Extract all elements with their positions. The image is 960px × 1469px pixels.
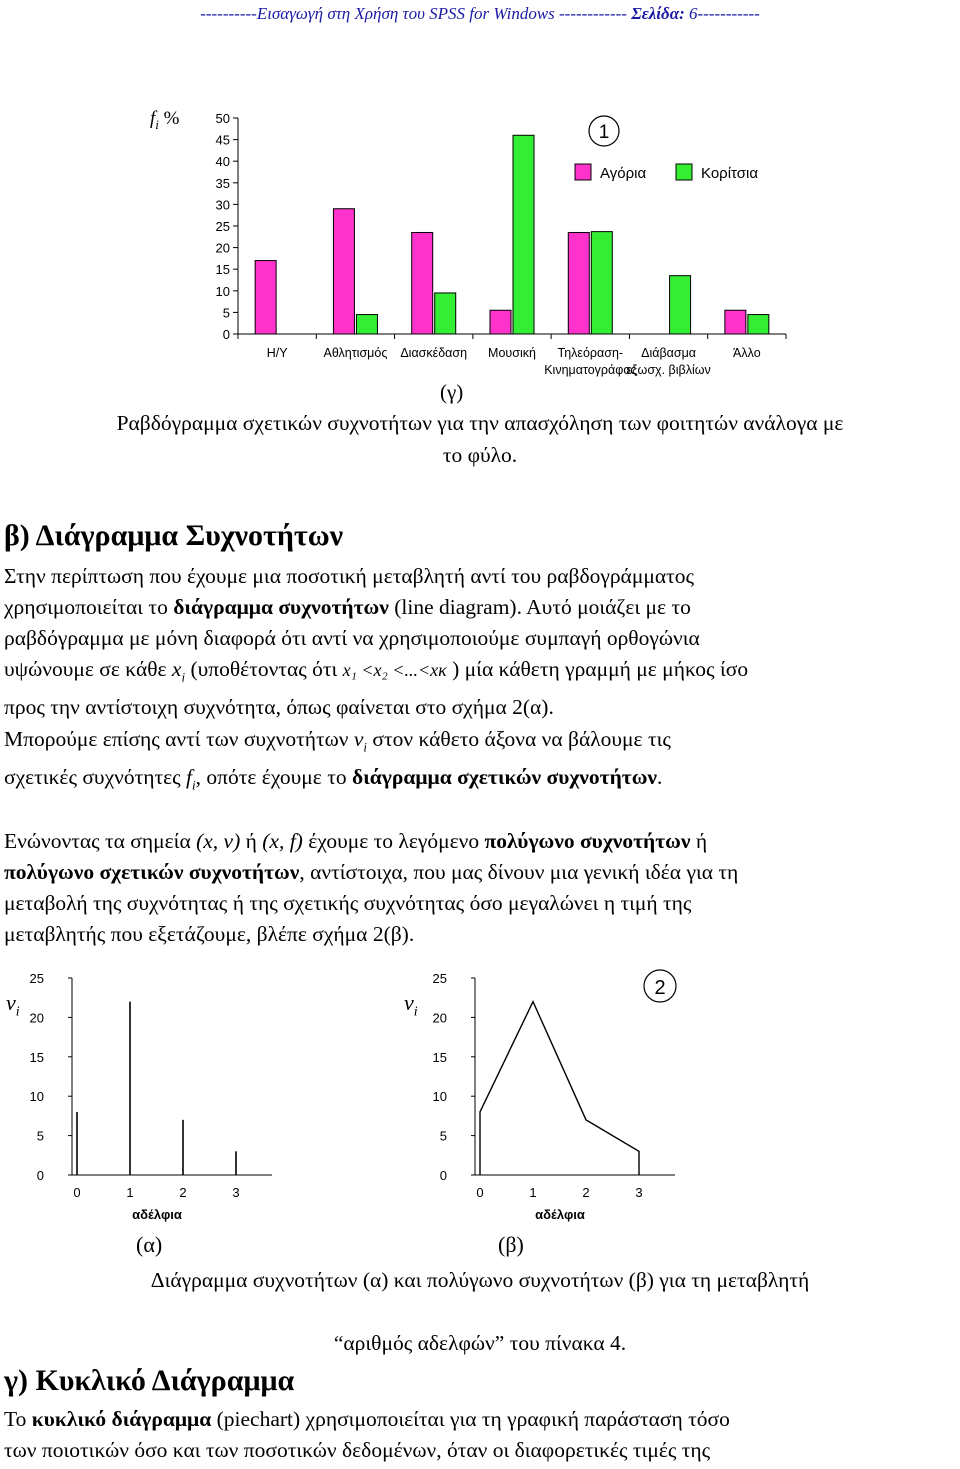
text-line: υψώνουμε σε κάθε $x_i$ (υποθέτοντας ότι x₁ <x₂ <...<xκ ) μία κάθετη γραμμή με μήκος ίσο xyxy=(4,657,749,685)
fig1-bar-Κορίτσια xyxy=(670,276,691,334)
fig1-x-tick-label: Τηλεόραση- xyxy=(557,346,624,360)
fig1-y-tick-label: 25 xyxy=(215,219,230,234)
section-c-paragraph xyxy=(4,1404,956,1466)
figure-1-sublabel: (γ) xyxy=(440,380,464,404)
figure-2-caption-line-1: Διάγραμμα συχνοτήτων (α) και πολύγωνο συχνοτήτων (β) για τη μεταβλητή xyxy=(150,1268,810,1292)
fig1-y-label: $f_i$ % xyxy=(150,108,180,132)
fig1-bar-Κορίτσια xyxy=(356,315,377,334)
fig2b-x-tick-label: 2 xyxy=(582,1185,590,1200)
fig1-legend-label: Κορίτσια xyxy=(701,165,759,182)
fig1-x-tick-label: Άλλο xyxy=(733,346,761,360)
fig1-y-tick-label: 10 xyxy=(215,283,230,299)
fig2b-y-tick-label: 15 xyxy=(432,1049,447,1065)
fig1-y-tick-label: 50 xyxy=(215,111,230,126)
fig2a-y-tick-label: 15 xyxy=(29,1049,44,1065)
figure-2b-label: (β) xyxy=(498,1232,524,1257)
fig2a-y-tick-label: 20 xyxy=(29,1010,44,1026)
text-line: χρησιμοποιείται το διάγραμμα συχνοτήτων (line diagram). Αυτό μοιάζει με το xyxy=(4,595,691,619)
fig2a-x-tick-label: 2 xyxy=(179,1185,187,1200)
fig2b-x-label: αδέλφια xyxy=(535,1207,585,1222)
fig2a-line-diagram xyxy=(30,971,272,1222)
fig1-y-tick-label: 45 xyxy=(215,132,230,148)
header-page-number: 6----------- xyxy=(684,4,760,23)
figure-2-caption-line-2: “αριθμός αδελφών” του πίνακα 4. xyxy=(333,1331,627,1355)
fig1-x-tick-label: Η/Υ xyxy=(266,346,288,360)
text-line: προς την αντίστοιχη συχνότητα, όπως φαίνεται στο σχήμα 2(α). xyxy=(4,695,554,720)
fig2a-x-tick-label: 0 xyxy=(73,1185,81,1200)
fig2a-y-tick-label: 25 xyxy=(29,971,44,986)
fig1-bar-Αγόρια xyxy=(725,310,746,334)
fig2b-y-label: $v_i$ xyxy=(404,990,418,1020)
fig2b-x-tick-label: 0 xyxy=(476,1185,484,1200)
fig2a-y-label: $v_i$ xyxy=(6,990,20,1020)
text-line: σχετικές συχνότητες $f_i$, οπότε έχουμε το διάγραμμα σχετικών συχνοτήτων. xyxy=(4,765,663,793)
fig2a-x-label: αδέλφια xyxy=(132,1207,182,1222)
figure-1-caption-line-1: Ραβδόγραμμα σχετικών συχνοτήτων για την απασχόληση των φοιτητών ανάλογα με xyxy=(116,411,844,435)
fig1-x-tick-label: Μουσική xyxy=(488,346,536,360)
section-b-paragraph-2 xyxy=(4,724,956,801)
fig1-bar-Κορίτσια xyxy=(435,293,456,334)
fig1-bar-Κορίτσια xyxy=(591,232,612,334)
fig1-x-tick-label: Κινηματογράφος xyxy=(544,363,637,377)
section-b-paragraph-3 xyxy=(4,826,956,950)
section-b-heading: β) Διάγραμμα Συχνοτήτων xyxy=(4,519,344,552)
page-header xyxy=(0,4,960,24)
fig2a-y-tick-label: 10 xyxy=(29,1089,44,1105)
fig1-bar-Αγόρια xyxy=(490,310,511,334)
fig2b-y-tick-label: 20 xyxy=(432,1010,447,1026)
fig2b-y-tick-label: 5 xyxy=(439,1128,447,1144)
fig2b-frequency-polygon xyxy=(433,971,675,1222)
fig1-y-tick-label: 30 xyxy=(215,197,230,213)
header-title: ----------Εισαγωγή στη Χρήση του SPSS for Windows ------------ xyxy=(200,4,632,23)
fig2a-y-tick-label: 5 xyxy=(36,1128,44,1144)
fig2b-x-tick-label: 1 xyxy=(529,1185,537,1200)
text-line: των ποιοτικών όσο και των ποσοτικών δεδομένων, όταν οι διαφορετικές τιμές της xyxy=(4,1438,711,1462)
fig1-y-tick-label: 15 xyxy=(215,262,230,278)
text-line: Ενώνοντας τα σημεία (x, v) ή (x, f) έχουμε το λεγόμενο πολύγωνο συχνοτήτων ή xyxy=(4,829,708,853)
fig2b-y-tick-label: 10 xyxy=(432,1089,447,1105)
fig1-y-axis xyxy=(216,111,238,342)
fig1-x-axis xyxy=(238,334,786,377)
text-line: Το κυκλικό διάγραμμα (piechart) χρησιμοποιείται για τη γραφική παράσταση τόσο xyxy=(4,1407,730,1431)
section-b-paragraph-1 xyxy=(4,561,956,723)
text-line: μεταβολή της συχνότητας ή της σχετικής συχνότητας όσο μεγαλώνει η τιμή της xyxy=(4,891,692,915)
fig1-x-tick-label: Αθλητισμός xyxy=(323,346,388,360)
text-line: ραβδόγραμμα με μόνη διαφορά ότι αντί να χρησιμοποιούμε συμπαγή ορθογώνια xyxy=(4,626,700,650)
fig1-legend-swatch xyxy=(676,164,692,180)
figure-2-charts xyxy=(0,960,960,1230)
section-c-heading: γ) Κυκλικό Διάγραμμα xyxy=(4,1364,295,1397)
fig1-x-tick-label: Διάβασμα xyxy=(641,346,697,360)
fig2a-x-tick-label: 3 xyxy=(232,1185,240,1200)
fig1-x-tick-label: Διασκέδαση xyxy=(400,346,468,360)
figure-1-number: 1 xyxy=(598,122,610,143)
fig1-y-tick-label: 40 xyxy=(215,154,230,170)
fig2b-y-tick-label: 0 xyxy=(439,1168,447,1183)
text-line: Μπορούμε επίσης αντί των συχνοτήτων $v_i$ στον κάθετο άξονα να βάλουμε τις xyxy=(4,727,671,755)
fig1-legend-swatch xyxy=(575,164,591,180)
fig2b-x-tick-label: 3 xyxy=(635,1185,643,1200)
fig1-y-tick-label: 35 xyxy=(215,175,230,191)
fig1-bar-Κορίτσια xyxy=(513,135,534,334)
fig2b-polygon-line xyxy=(480,1002,639,1175)
fig1-x-tick-label: εξωσχ. βιβλίων xyxy=(626,363,711,377)
fig1-y-tick-label: 20 xyxy=(215,240,230,256)
text-line: Στην περίπτωση που έχουμε μια ποσοτική μεταβλητή αντί του ραβδογράμματος xyxy=(4,564,695,588)
fig2a-y-tick-label: 0 xyxy=(36,1168,44,1183)
fig2a-x-tick-label: 1 xyxy=(126,1185,134,1200)
fig1-bar-Αγόρια xyxy=(412,232,433,334)
fig1-legend xyxy=(575,164,758,182)
text-line: πολύγωνο σχετικών συχνοτήτων, αντίστοιχα, που μας δίνουν μια γενική ιδέα για τη xyxy=(4,860,739,884)
fig1-bar-Κορίτσια xyxy=(748,315,769,334)
fig2b-y-tick-label: 25 xyxy=(432,971,447,986)
figure-1-caption-line-2: το φύλο. xyxy=(442,443,518,467)
fig1-bar-Αγόρια xyxy=(255,261,276,334)
fig1-y-tick-label: 0 xyxy=(222,327,230,342)
fig1-bar-Αγόρια xyxy=(333,209,354,334)
header-page-label: Σελίδα: xyxy=(631,4,685,23)
fig1-legend-label: Αγόρια xyxy=(600,165,647,182)
text-line: μεταβλητής που εξετάζουμε, βλέπε σχήμα 2(β). xyxy=(4,922,415,946)
figure-1-bar-chart xyxy=(0,95,960,385)
fig1-y-tick-label: 5 xyxy=(222,305,230,321)
figure-2-number: 2 xyxy=(654,977,666,999)
fig1-bar-Αγόρια xyxy=(568,232,589,334)
figure-2a-label: (α) xyxy=(136,1232,163,1257)
